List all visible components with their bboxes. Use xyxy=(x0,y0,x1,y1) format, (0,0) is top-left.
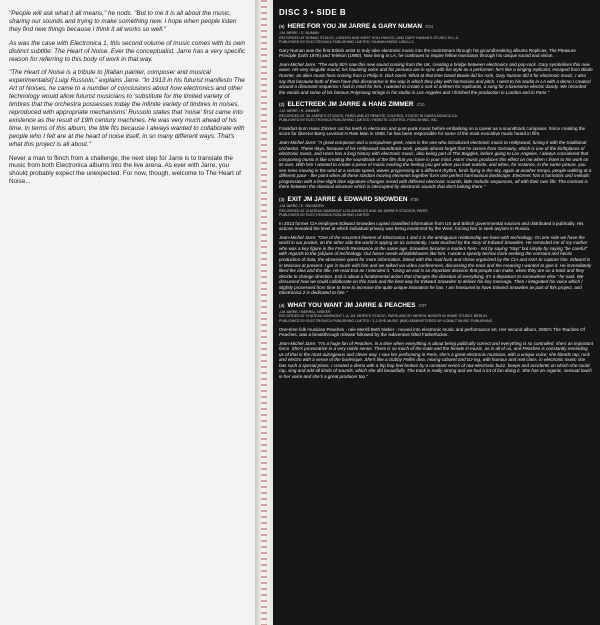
left-paragraph: "People will ask what it all means," he nods. "But to me it is all about the music, sharing our sounds and trying to make something new. I hope when people listen they find new things because I think it all works so well." xyxy=(9,10,237,33)
track-number: (3) xyxy=(279,196,285,202)
track-number: (9) xyxy=(279,24,285,29)
track-quote: Jean-Michel Jarre: "The early 80's saw this new sound coming from the UK, creating a bridge between electronics and pop-rock. Gary symbolises this new wave. His very singular sound, his haunting voice and his persona are in sync with his style as a performer: he's like a singing replicant, escaped from Blade Runner, an alien music hero coming from a Philip K. Dick novel. What at that time David Bowie did for rock, Gary Numan did it for electronic music. I also say that because both of them have this dissonance in the way in which they play with harmonies and pitch. I went to his studio in LA with a demo I created around a dissonant sequence I had in mind for him. I wanted to create a sort of anthem for replicants, a song for a lonesome electric dandy. We recorded the vocals and some of his famous Polymoog strings in his studio in Los Angeles and I finished the production in London and in Paris." xyxy=(279,61,593,95)
track-quote: Jean-Michel Jarre: "One of the recurrent themes of Electronica 1 and 2 is the ambiguous relationship we have with technology. On one side we have the world in our pocket, on the other side the world is spying on us constantly. I was touched by the story of Edward Snowden. He reminded me of my mother who was a key figure in the French Resistance at the same age. Snowden became a modern hero - not by saying "stop" but simply by saying "be careful" with regards to the (ab)use of technology. Our future needs whistleblowers like him. I wrote a speedy techno track evoking the constant and hectic production of data, the obsessive quest for more information, linked with this mad hunt and chase organized by the CIA and NSA to capture him. Edward is in Moscow at present. I got in touch with him and we talked via video conferences, discussing the track and the meaning I wanted to give it. He immediately liked the idea and the title. He read Exit as I intended it. "Using an exit is an important decision that people can make, when they are on a track and they decide to change direction. Exit is about a fundamental action that changes the direction of everything, it's a departure to somewhere else." he said. We discussed how we could collaborate on this track and the best way for Edward Snowden to deliver his key message. Then I integrated his voice which I slightly processed from time to time to increase the quite unique intonation he has. I am honoured to have Edward Snowden as part of this project, and Electronica 2 is dedicated to him." xyxy=(279,234,592,296)
right-page xyxy=(273,0,600,625)
left-paragraph: "The Heart of Noise is a tribute to [Italian painter, composer and musical experimentalist] Luigi Russolo," explains Jarre. "In 1913 in his futurist manifesto The Art of Noises, he came to a number of conclusions about how electronics and other technology would allow futurist musicians to 'substitute for the limited variety of timbres that the orchestra possesses today the infinite variety of timbres in noises, reproduced with appropriate mechanisms' Russolo states that 'noise' first came into existence as the result of 19th century machines. He was very much ahead of his time. In terms of this album, the title fits because I always wanted to collaborate with people who I felt are at the heart of noise itself, in so many different ways. That's what this project is all about." xyxy=(9,69,245,148)
track-description: One-time folk musician Peaches - née Merrill Beth Nisker - moved into electronic music and performance art. Her second album, 2000's The Teaches Of Peaches, was a breakthrough release followed by the subversive titled Fatherfucker. xyxy=(279,326,585,338)
track-entry xyxy=(279,23,593,95)
track-number: (4) xyxy=(279,302,285,308)
track-title: ELECTREEK JM JARRE & HANS ZIMMER xyxy=(287,101,414,109)
track-credits: J-M JARRE / G. NUMAN RECORDED AT NOMAD STUDIO, LONDON AND WEST HOLLYWOOD, AND GARY NUMAN'S STUDIO IN L.A. PUBLISHED BY ELECTRONICA PUBLISHING LIMITED / NUMAN MUSIC USA LLC xyxy=(279,31,459,45)
page-gutter xyxy=(255,0,273,625)
track-entry xyxy=(279,101,593,190)
track-duration: 8'38 xyxy=(410,196,419,202)
track-duration: 4'04 xyxy=(424,24,433,29)
track-header xyxy=(279,101,593,108)
track-title: EXIT JM JARRE & EDWARD SNOWDEN xyxy=(287,195,408,203)
track-duration: 4'10 xyxy=(416,102,425,108)
right-text-column xyxy=(279,8,593,386)
track-title: HERE FOR YOU JM JARRE & GARY NUMAN xyxy=(287,23,422,30)
left-text-column xyxy=(9,10,247,192)
left-paragraph: Never a man to flinch from a challenge, the next step for Jarre is to translate the music from both Electronica albums into the live arena. As ever with Jarre, you should probably expect the unexpected. For now, though, welcome to The Heart of Noise... xyxy=(9,154,241,186)
left-page xyxy=(0,0,255,625)
left-paragraph: As was the case with Electronica 1, this second volume of music comes with its own distinct subtitle: The Heart of Noise. Ever the conceptualist, Jarre has a very specific reason for referring to this body of work in that way. xyxy=(9,39,246,63)
track-entry xyxy=(279,302,593,380)
track-title: WHAT YOU WANT JM JARRE & PEACHES xyxy=(287,301,416,309)
track-description: In 2013 former CIA employee Edward Snowden copied classified information from US and British governmental sources and distributed it publically. His actions revealed the level at which individual privacy was being monitored by the West, forcing him to seek asylum in Russia. xyxy=(279,220,584,232)
track-header xyxy=(279,23,593,30)
binding-wire xyxy=(261,0,267,625)
track-duration: 3'37 xyxy=(418,302,427,308)
track-credits: J-M JARRE / H. ZIMMER RECORDED AT JM JARRE'S STUDIOS, PARIS AND AT REMOTE CONTROL STUDIO IN SANTA MONICA CA. PUBLISHED BY ELECTRONICA PUBLISHING LIMITED / REMOTE CONTROL PUBLISHING, INC. xyxy=(279,109,458,123)
track-description: Gary Numan was the first British artist to truly take electronic music into the mainstream through his groundbreaking albums Replicas, The Pleasure Principle (both 1979) and Telekon (1980). Now living in LA, he continues to inspire fellow musicians through his unique sound and vision. xyxy=(279,47,576,59)
track-header xyxy=(279,302,593,309)
track-number: (2) xyxy=(279,102,285,108)
track-credits: J-M JARRE / E. SNOWDEN RECORDED AT CHATEAU MARMONT LOS ANGELES AND JM JARRE'S STUDIOS, PARIS PUBLISHED BY ELECTRONICA PUBLISHING LIMITED xyxy=(279,203,428,218)
track-quote: Jean-Michel Jarre: "A great composer and a compulsive geek, Hans is the one who introduced electronic music to Hollywood, fusing it with the traditional orchestra. These days, because of his Hollywood soundtrack work, people almost forget that he comes from Germany, which is one of the birthplaces of electronic music, and Hans has a long history with electronic music, also being part of The Buggles, before going to Los Angeles. I always considered that composing music is like creating the soundtrack of the film that you have in your mind. Hans' music produces this effect on me when I listen to his work on its own. With him I wanted to create a piece of music evoking the feeling you get when you look outside, and when, for instance, in the same picture, you see trees moving in the wind at a certain speed, waves progressing at a different rhythm, birds flying in the sky, again at another tempo, people walking at a different pace - the point when all these random moving elements together form one perfect harmonious landscape. Electreec has a harmonic and melodic progression with a few slight time signature changes mixed with different electronic sounds, little melodic sequences, all with their own life. The contrast is there between the classical structure which is interrupted by electronic sounds that don't belong there." xyxy=(279,140,592,190)
track-header xyxy=(279,196,593,203)
track-description: Frankfurt-born Hans Zimmer cut his teeth in electronic and post-punk music before embarking on a career as a soundtrack composer. Since creating the score for director Barry Levinson's Rain Man in 1988, he has been responsible for some of the most evocative music heard in film. xyxy=(279,125,586,137)
track-credits: J-M JARRE / MERRILL NISKER RECORDED AT CHATEAU MARMONT L.A, JM JARRE'S STUDIO, PARIS AND BY MERRIL NISKER IN HOME STUDIO, BERLIN PUBLISHED BY ELECTRONICA PUBLISHING LIMITED / 1-2-SHE MUSIC (BMI) ADMINISTERED BY KOBALT MUSIC PUBLISHING xyxy=(279,309,493,324)
track-quote: Jean-Michel Jarre: "I'm a huge fan of Peaches. In a time when everything is about being politically correct and everything is so controlled, she's an important force. She's provocative in a very noble sense. There is so much of the male and the female in music, as in all of us, and Peaches is constantly reminding us of that in the most outrageous and clever way. I saw her performing in Paris, she's a great electronic musician, with a unique voice; she blends rap, rock and electro with a sense of the burlesque. She's like a clubby Fellini diva, mixing cabaret and DJ-ing, with humour and real class, in electronic music she has such a special place. I created a demo with a hip hop feel broken by a constant series of raw electronic buzz, beeps and accidents on which she could rap, sing and add all kinds of sounds, which she did beautifully. The track is really strong and we had a lot of fun doing it. She has an organic, sensual touch in her voice and she's a great producer too." xyxy=(279,340,593,379)
track-entry xyxy=(279,196,593,296)
disc-side-heading: DISC 3 • SIDE B xyxy=(279,8,347,17)
